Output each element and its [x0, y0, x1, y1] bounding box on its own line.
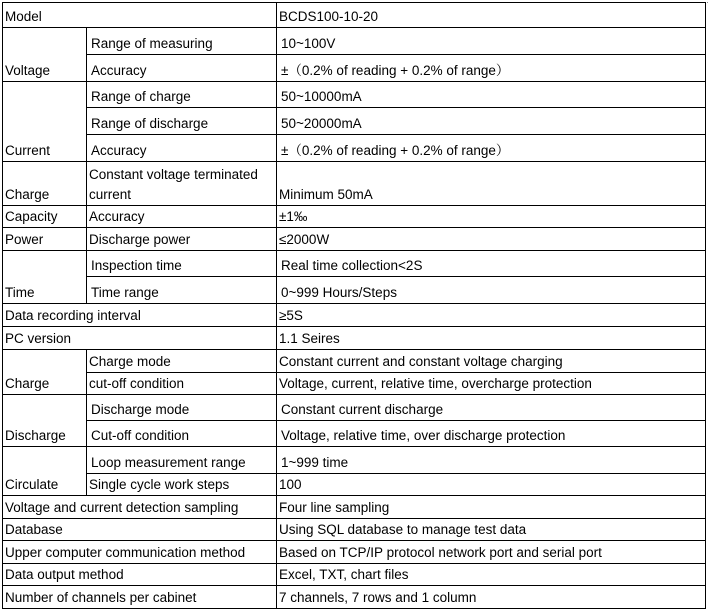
- current-category: Current: [3, 82, 87, 162]
- spec-table: [2, 2, 706, 609]
- power-value: ≤2000W: [277, 228, 706, 251]
- circulate-steps-value: 100: [277, 474, 706, 496]
- charge-mode-value: Constant current and constant voltage charging: [277, 350, 706, 373]
- row-communication: [3, 541, 706, 564]
- pc-version-value: 1.1 Seires: [277, 327, 706, 350]
- row-voltage-range: [3, 28, 706, 55]
- row-capacity: [3, 206, 706, 228]
- capacity-label: Accuracy: [87, 206, 277, 228]
- row-time-range: [3, 277, 706, 304]
- voltage-range-label: Range of measuring: [87, 28, 277, 55]
- row-voltage-accuracy: [3, 55, 706, 82]
- circulate-category: Circulate: [3, 447, 87, 496]
- discharge-mode-label: Discharge mode: [87, 395, 277, 421]
- current-charge-value: 50~10000mA: [277, 82, 706, 108]
- voltage-category: Voltage: [3, 28, 87, 82]
- row-data-interval: [3, 304, 706, 327]
- row-discharge-mode: [3, 395, 706, 421]
- discharge-cutoff-value: Voltage, relative time, over discharge protection: [277, 421, 706, 447]
- capacity-category: Capacity: [3, 206, 87, 228]
- row-charge-termination: [3, 162, 706, 206]
- charge-term-value: Minimum 50mA: [277, 162, 706, 206]
- data-interval-label: Data recording interval: [3, 304, 277, 327]
- capacity-value: ±1‰: [277, 206, 706, 228]
- data-interval-value: ≥5S: [277, 304, 706, 327]
- database-label: Database: [3, 519, 277, 541]
- row-charge-mode: [3, 350, 706, 373]
- circulate-loop-value: 1~999 time: [277, 447, 706, 474]
- power-label: Discharge power: [87, 228, 277, 251]
- row-power: [3, 228, 706, 251]
- charge-term-label: Constant voltage terminated current: [87, 162, 277, 206]
- row-current-charge: [3, 82, 706, 108]
- row-current-accuracy: [3, 135, 706, 162]
- current-discharge-label: Range of discharge: [87, 108, 277, 135]
- circulate-loop-label: Loop measurement range: [87, 447, 277, 474]
- row-charge-cutoff: [3, 373, 706, 395]
- current-accuracy-value: ±（0.2% of reading + 0.2% of range）: [277, 135, 706, 162]
- output-value: Excel, TXT, chart files: [277, 564, 706, 586]
- current-discharge-value: 50~20000mA: [277, 108, 706, 135]
- model-value: BCDS100-10-20: [277, 3, 706, 28]
- row-model: [3, 3, 706, 28]
- time-inspection-value: Real time collection<2S: [277, 251, 706, 277]
- discharge-cutoff-label: Cut-off condition: [87, 421, 277, 447]
- time-category: Time: [3, 251, 87, 304]
- voltage-accuracy-label: Accuracy: [87, 55, 277, 82]
- model-label: Model: [3, 3, 277, 28]
- row-database: [3, 519, 706, 541]
- row-current-discharge: [3, 108, 706, 135]
- time-inspection-label: Inspection time: [87, 251, 277, 277]
- pc-version-label: PC version: [3, 327, 277, 350]
- time-range-value: 0~999 Hours/Steps: [277, 277, 706, 304]
- charge-mode-label: Charge mode: [87, 350, 277, 373]
- row-discharge-cutoff: [3, 421, 706, 447]
- charge-term-category: Charge: [3, 162, 87, 206]
- charge-cutoff-label: cut-off condition: [87, 373, 277, 395]
- row-pc-version: [3, 327, 706, 350]
- sampling-value: Four line sampling: [277, 496, 706, 519]
- row-output: [3, 564, 706, 586]
- channels-label: Number of channels per cabinet: [3, 586, 277, 609]
- comm-value: Based on TCP/IP protocol network port and serial port: [277, 541, 706, 564]
- current-charge-label: Range of charge: [87, 82, 277, 108]
- channels-value: 7 channels, 7 rows and 1 column: [277, 586, 706, 609]
- time-range-label: Time range: [87, 277, 277, 304]
- voltage-accuracy-value: ±（0.2% of reading + 0.2% of range）: [277, 55, 706, 82]
- database-value: Using SQL database to manage test data: [277, 519, 706, 541]
- output-label: Data output method: [3, 564, 277, 586]
- row-sampling: [3, 496, 706, 519]
- row-circulate-steps: [3, 474, 706, 496]
- current-accuracy-label: Accuracy: [87, 135, 277, 162]
- row-circulate-loop: [3, 447, 706, 474]
- discharge-mode-value: Constant current discharge: [277, 395, 706, 421]
- voltage-range-value: 10~100V: [277, 28, 706, 55]
- row-time-inspection: [3, 251, 706, 277]
- circulate-steps-label: Single cycle work steps: [87, 474, 277, 496]
- comm-label: Upper computer communication method: [3, 541, 277, 564]
- sampling-label: Voltage and current detection sampling: [3, 496, 277, 519]
- power-category: Power: [3, 228, 87, 251]
- row-channels: [3, 586, 706, 609]
- discharge-category: Discharge: [3, 395, 87, 447]
- charge-category: Charge: [3, 350, 87, 395]
- charge-cutoff-value: Voltage, current, relative time, overcharge protection: [277, 373, 706, 395]
